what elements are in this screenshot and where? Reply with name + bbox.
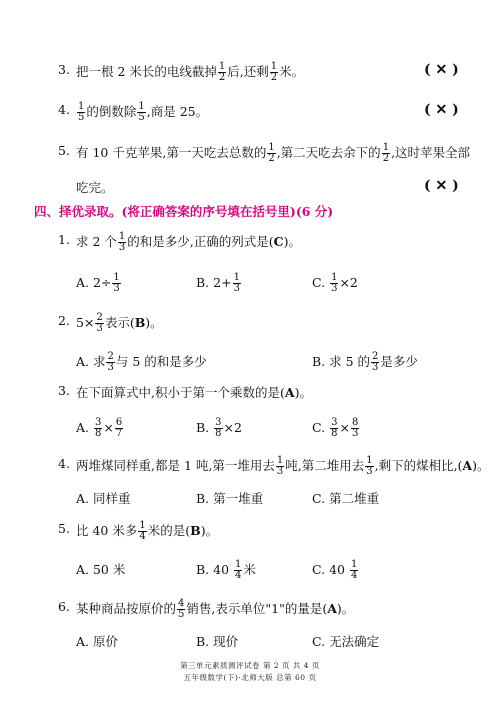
fraction: $\frac{1}{2}$ xyxy=(218,61,226,83)
fraction: $\frac{2}{3}$ xyxy=(372,351,379,373)
option-a: A. 50 米 xyxy=(76,562,126,577)
fraction: $\frac{3}{8}$ xyxy=(215,417,222,439)
option-a: A. 求 $\frac{2}{3}$ 与 5 的和是多少 xyxy=(76,351,207,373)
answer: B xyxy=(190,523,201,538)
fraction: $\frac{1}{3}$ xyxy=(366,455,373,477)
footer-line-1: 第三单元素质测评试卷 第 2 页 共 4 页 xyxy=(180,661,320,670)
fraction: $\frac{8}{3}$ xyxy=(351,417,359,439)
option-c: C. 无法确定 xyxy=(312,634,380,649)
item-number: 5. xyxy=(58,143,70,158)
option-c: C. 40 $\frac{1}{4}$ xyxy=(312,559,358,581)
option-c: C. $\frac{3}{8}$ × $\frac{8}{3}$ xyxy=(312,417,359,439)
item-text: 比 40 米多 $\frac{1}{4}$ 米的是(B)。 xyxy=(76,520,219,542)
fraction: $\frac{1}{3}$ xyxy=(276,455,284,477)
option-b: B. 第一堆重 xyxy=(196,491,264,506)
item-number: 4. xyxy=(58,456,70,471)
fraction: $\frac{3}{8}$ xyxy=(95,417,102,439)
option-a: A. 原价 xyxy=(76,634,118,649)
item-text: 某种商品按原价的 $\frac{4}{5}$ 销售,表示单位"1"的量是(A)。 xyxy=(76,598,355,620)
item-number: 1. xyxy=(58,232,70,247)
fraction: $\frac{1}{4}$ xyxy=(139,520,146,542)
item-text: $\frac{1}{5}$ 的倒数除 $\frac{1}{5}$ ,商是 25。 xyxy=(78,101,209,123)
item-number: 4. xyxy=(58,102,70,117)
answer-mark: ( ✕ ) xyxy=(424,102,459,118)
fraction: $\frac{1}{5}$ xyxy=(138,101,145,123)
answer: A xyxy=(327,601,337,616)
fraction: $\frac{3}{8}$ xyxy=(331,417,338,439)
option-b: B. 现价 xyxy=(196,634,239,649)
item-text: 5× $\frac{2}{3}$ 表示(B)。 xyxy=(76,312,163,334)
fraction: $\frac{1}{5}$ xyxy=(78,101,85,123)
fraction: $\frac{6}{7}$ xyxy=(115,417,123,439)
item-number: 6. xyxy=(58,599,70,614)
item-number: 2. xyxy=(58,313,70,328)
item-text: 把一根 2 米长的电线截掉 $\frac{1}{2}$ 后,还剩 $\frac{1}{2}$ 米。 xyxy=(76,61,305,83)
item-text: 吃完。 xyxy=(76,180,114,195)
option-c: C. 第二堆重 xyxy=(312,491,380,506)
option-c: C. $\frac{1}{3}$ ×2 xyxy=(312,272,358,294)
fraction: $\frac{1}{2}$ xyxy=(268,142,275,164)
footer-line-2: 五年级数学(下)·北师大版 总第 60 页 xyxy=(183,673,317,682)
fraction: $\frac{1}{3}$ xyxy=(233,272,240,294)
option-a: A. 2÷ $\frac{1}{3}$ xyxy=(76,272,120,294)
fraction: $\frac{1}{2}$ xyxy=(382,142,390,164)
item-number: 3. xyxy=(58,383,70,398)
answer-mark: ( ✕ ) xyxy=(424,178,459,194)
answer: A xyxy=(462,458,473,473)
fraction: $\frac{1}{3}$ xyxy=(331,272,338,294)
fraction: $\frac{1}{3}$ xyxy=(118,231,126,253)
option-a: A. $\frac{3}{8}$ × $\frac{6}{7}$ xyxy=(76,417,123,439)
fraction: $\frac{1}{3}$ xyxy=(113,272,120,294)
fraction: $\frac{4}{5}$ xyxy=(178,598,185,620)
answer: B xyxy=(134,315,146,330)
fraction: $\frac{2}{3}$ xyxy=(107,351,114,373)
answer-mark: ( ✕ ) xyxy=(424,62,459,78)
option-b: B. 求 5 的 $\frac{2}{3}$ 是多少 xyxy=(312,351,418,373)
fraction: $\frac{1}{4}$ xyxy=(350,559,358,581)
fraction: $\frac{2}{3}$ xyxy=(96,312,103,334)
option-b: B. 40 $\frac{1}{4}$ 米 xyxy=(196,559,256,581)
answer: A xyxy=(284,385,295,400)
fraction: $\frac{1}{2}$ xyxy=(270,61,278,83)
item-text: 两堆煤同样重,都是 1 吨,第一堆用去 $\frac{1}{3}$ 吨,第二堆用去 $\frac{1}{3}$ ,剩下的煤相比,(A)。 xyxy=(76,455,490,477)
section-title: 四、择优录取。(将正确答案的序号填在括号里)(6 分) xyxy=(34,204,334,219)
item-text: 求 2 个 $\frac{1}{3}$ 的和是多少,正确的列式是(C)。 xyxy=(76,231,301,253)
option-b: B. $\frac{3}{8}$ ×2 xyxy=(196,417,242,439)
item-text: 有 10 千克苹果,第一天吃去总数的 $\frac{1}{2}$ ,第二天吃去余下的 $\frac{1}{2}$ ,这时苹果全部 xyxy=(76,142,471,164)
answer: C xyxy=(273,234,284,249)
item-text: 在下面算式中,积小于第一个乘数的是(A)。 xyxy=(76,385,312,400)
option-b: B. 2+ $\frac{1}{3}$ xyxy=(196,272,240,294)
fraction: $\frac{1}{4}$ xyxy=(235,559,242,581)
item-number: 5. xyxy=(58,521,70,536)
item-number: 3. xyxy=(58,62,70,77)
option-a: A. 同样重 xyxy=(76,491,131,506)
